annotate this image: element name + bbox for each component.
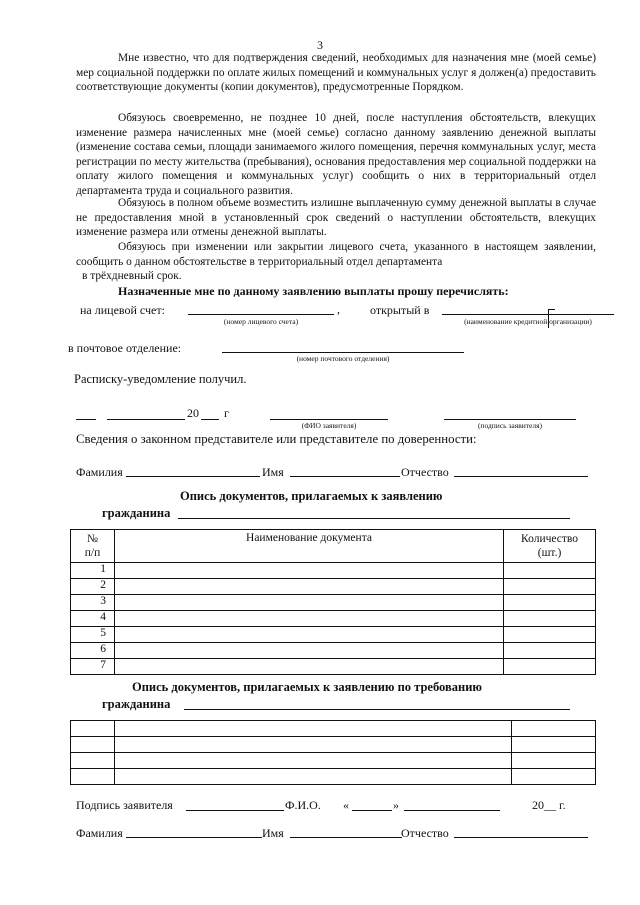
table-row (71, 611, 596, 627)
surname-field-2[interactable] (126, 837, 262, 838)
day-field[interactable] (76, 419, 96, 420)
header-num: № п/п (71, 530, 115, 563)
paragraph-text: Обязуюсь при изменении или закрытии лицевого счета, указанного в настоящем заявлении, сообщить о данном обстоятельстве в территориальный отдел департамента (76, 241, 596, 268)
applicant-signature-field[interactable] (444, 419, 576, 420)
name-label: Имя (262, 465, 284, 479)
doc-name-cell[interactable] (114, 563, 503, 579)
doc-name-cell[interactable] (114, 721, 511, 737)
paragraph-text: Мне известно, что для подтверждения сведений, необходимых для назначения мне (моей семье) мер социальной поддержки по оплате жилых помещений и коммунальных услуг я должен(а) предоставить соответствующие документы (копии документов), предусмотренные Порядком. (76, 52, 596, 94)
quantity-cell[interactable] (504, 595, 596, 611)
name-field-2[interactable] (290, 837, 402, 838)
row-number: 5 (71, 627, 115, 643)
bank-name-field[interactable] (442, 314, 614, 315)
representative-heading: Сведения о законном представителе или представителе по доверенности: (76, 432, 477, 446)
bank-name-bracket (548, 309, 555, 328)
year-suffix: г (224, 406, 229, 420)
table-row (71, 659, 596, 675)
inventory2-citizen-field[interactable] (184, 709, 570, 710)
doc-name-cell[interactable] (114, 659, 503, 675)
signature-field[interactable] (186, 810, 284, 811)
doc-name-cell[interactable] (114, 643, 503, 659)
quantity-cell[interactable] (512, 721, 596, 737)
page-number: 3 (317, 38, 323, 52)
applicant-fio-hint: (ФИО заявителя) (301, 421, 357, 430)
inventory2-title: Опись документов, прилагаемых к заявлению по требованию (132, 680, 482, 694)
inventory1-subtitle: гражданина (102, 506, 171, 520)
header-quantity: Количество (шт.) (504, 530, 596, 563)
table-row (71, 753, 596, 769)
row-number: 3 (71, 595, 115, 611)
patronymic-field-2[interactable] (454, 837, 588, 838)
patronymic-label: Отчество (401, 465, 449, 479)
paragraph-obligation-refund (76, 196, 596, 240)
paragraph-obligation-notify (76, 111, 596, 199)
row-number: 2 (71, 579, 115, 595)
row-number: 6 (71, 643, 115, 659)
row-number: 7 (71, 659, 115, 675)
table-row (71, 643, 596, 659)
date-month-field[interactable] (404, 810, 500, 811)
applicant-signature-hint: (подпись заявителя) (477, 421, 543, 430)
name-label-2: Имя (262, 826, 284, 840)
account-comma: , (337, 302, 340, 316)
quantity-cell[interactable] (512, 737, 596, 753)
patronymic-field[interactable] (454, 476, 588, 477)
doc-name-cell[interactable] (114, 753, 511, 769)
doc-name-cell[interactable] (114, 595, 503, 611)
quantity-cell[interactable] (504, 627, 596, 643)
quote-open: « (343, 798, 349, 812)
date-day-field[interactable] (352, 810, 392, 811)
table-row (71, 627, 596, 643)
signature-year: 20__ г. (532, 798, 566, 812)
quantity-cell[interactable] (504, 659, 596, 675)
quote-close: » (393, 798, 399, 812)
surname-label: Фамилия (76, 465, 123, 479)
doc-name-cell[interactable] (114, 769, 511, 785)
table-row (71, 737, 596, 753)
paragraph-deadline: в трёхдневный срок. (82, 270, 182, 282)
month-field[interactable] (107, 419, 185, 420)
row-number: 1 (71, 563, 115, 579)
table-row (71, 579, 596, 595)
year-field[interactable] (201, 419, 219, 420)
table-row (71, 721, 596, 737)
row-number: 4 (71, 611, 115, 627)
surname-field[interactable] (126, 476, 260, 477)
doc-name-cell[interactable] (114, 579, 503, 595)
year-prefix: 20 (187, 406, 199, 420)
quantity-cell[interactable] (504, 643, 596, 659)
quantity-cell[interactable] (504, 611, 596, 627)
doc-name-cell[interactable] (114, 627, 503, 643)
bank-name-hint: (наименование кредитной организации) (464, 317, 592, 326)
inventory2-table (70, 720, 596, 785)
row-number-cell[interactable] (71, 721, 115, 737)
paragraph-obligation-documents (76, 51, 596, 95)
paragraph-text: Обязуюсь своевременно, не позднее 10 дней, после наступления обстоятельств, влекущих изменение размера начисленных мне (моей семье) согласно данному заявлению денежной выплаты (изменение состава семьи, площади занимаемого жилого помещения, перечня коммунальных услуг, места регистрации по месту жительства (пребывания), основания предоставления мер социальной поддержки на оплату жилого помещения и коммунальных услуг) сообщить о них в территориальный отдел департамента труда и социального развития. (76, 112, 596, 197)
account-label: на лицевой счет: (80, 303, 165, 317)
surname-label-2: Фамилия (76, 826, 123, 840)
post-office-field[interactable] (222, 352, 464, 353)
post-office-label: в почтовое отделение: (68, 341, 182, 355)
doc-name-cell[interactable] (114, 737, 511, 753)
signature-label: Подпись заявителя (76, 798, 173, 812)
table-row (71, 563, 596, 579)
paragraph-text: Обязуюсь в полном объеме возместить излишне выплаченную сумму денежной выплаты в случае не предоставления мной в установленный срок сведений о наступлении обстоятельств, влекущих изменение размера или отмены денежной выплаты. (76, 197, 596, 239)
post-office-hint: (номер почтового отделения) (296, 354, 390, 363)
inventory1-title: Опись документов, прилагаемых к заявлению (180, 489, 443, 503)
table-row (71, 595, 596, 611)
row-number-cell[interactable] (71, 769, 115, 785)
table-row (71, 769, 596, 785)
quantity-cell[interactable] (504, 563, 596, 579)
doc-name-cell[interactable] (114, 611, 503, 627)
row-number-cell[interactable] (71, 753, 115, 769)
quantity-cell[interactable] (504, 579, 596, 595)
quantity-cell[interactable] (512, 769, 596, 785)
row-number-cell[interactable] (71, 737, 115, 753)
payment-heading: Назначенные мне по данному заявлению выплаты прошу перечислять: (118, 284, 509, 298)
patronymic-label-2: Отчество (401, 826, 449, 840)
header-doc-name: Наименование документа (114, 530, 503, 563)
account-number-hint: (номер лицевого счета) (223, 317, 299, 326)
name-field[interactable] (290, 476, 400, 477)
fio-label: Ф.И.О. (285, 798, 321, 812)
opened-label: открытый в (370, 303, 430, 317)
inventory1-table (70, 529, 596, 675)
quantity-cell[interactable] (512, 753, 596, 769)
paragraph-obligation-account (76, 240, 596, 269)
applicant-fio-field[interactable] (270, 419, 388, 420)
inventory1-citizen-field[interactable] (178, 518, 570, 519)
receipt-text: Расписку-уведомление получил. (74, 372, 247, 386)
inventory2-subtitle: гражданина (102, 697, 171, 711)
account-number-field[interactable] (188, 314, 334, 315)
